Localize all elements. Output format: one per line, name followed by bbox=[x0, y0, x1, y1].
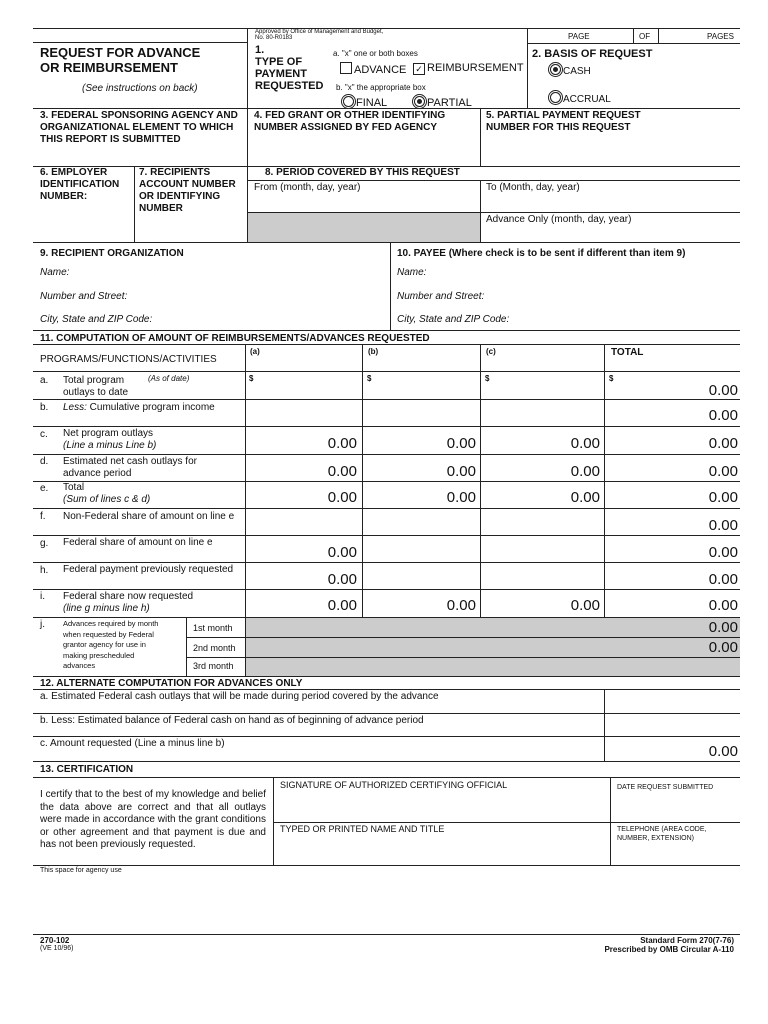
omb-approval-note bbox=[255, 29, 383, 41]
row-b-label bbox=[63, 402, 215, 414]
item2-title: 2. BASIS OF REQUEST bbox=[532, 48, 653, 60]
item8-title: 8. PERIOD COVERED BY THIS REQUEST bbox=[265, 167, 460, 178]
row-e-a[interactable]: 0.00 bbox=[327, 489, 357, 506]
item12-a-label: a. Estimated Federal cash outlays that will be made during period covered by the advance bbox=[40, 691, 439, 702]
row-a-line1: Total program bbox=[63, 375, 125, 386]
final-radio-group[interactable] bbox=[343, 96, 387, 109]
reimbursement-checkbox[interactable]: ✓ bbox=[413, 63, 425, 75]
programs-label: PROGRAMS/FUNCTIONS/ACTIVITIES bbox=[40, 354, 217, 365]
telephone-label-line2: NUMBER, EXTENSION) bbox=[617, 835, 695, 842]
row-c-b[interactable]: 0.00 bbox=[446, 435, 476, 452]
row-j-line5: advances bbox=[63, 661, 96, 670]
final-radio[interactable] bbox=[343, 96, 354, 107]
row-a-dollar-a: $ bbox=[249, 374, 254, 383]
row-e-letter: e. bbox=[40, 483, 49, 494]
item12-b-label: b. Less: Estimated balance of Federal cash on hand as of beginning of advance period bbox=[40, 715, 424, 726]
row-b-total[interactable]: 0.00 bbox=[708, 407, 738, 424]
cash-label: CASH bbox=[563, 66, 591, 77]
item3-line2: ORGANIZATIONAL ELEMENT TO WHICH bbox=[40, 122, 234, 133]
row-c-label bbox=[63, 428, 156, 452]
col-total-header: TOTAL bbox=[611, 347, 644, 358]
item6-line1: 6. EMPLOYER bbox=[40, 167, 108, 178]
item4-line2: NUMBER ASSIGNED BY FED AGENCY bbox=[254, 122, 437, 133]
row-c-total[interactable]: 0.00 bbox=[708, 435, 738, 452]
item3-line1: 3. FEDERAL SPONSORING AGENCY AND bbox=[40, 110, 238, 121]
cash-radio[interactable] bbox=[550, 64, 561, 75]
item1-b-instruction: b. "x" the appropriate box bbox=[336, 83, 426, 92]
recipient-street-label: Number and Street: bbox=[40, 291, 128, 302]
row-e-line1: Total bbox=[63, 482, 85, 493]
item7-line4: NUMBER bbox=[139, 203, 183, 214]
item9-title: 9. RECIPIENT ORGANIZATION bbox=[40, 248, 184, 259]
row-i-label bbox=[63, 591, 193, 615]
row-j-letter: j. bbox=[40, 619, 45, 630]
row-e-label bbox=[63, 482, 150, 506]
row-g-total[interactable]: 0.00 bbox=[708, 544, 738, 561]
telephone-label bbox=[617, 825, 706, 843]
item12-title: 12. ALTERNATE COMPUTATION FOR ADVANCES ONLY bbox=[40, 678, 303, 689]
item1-title bbox=[255, 44, 323, 92]
shaded-j-row3 bbox=[246, 658, 740, 676]
page-number-field[interactable] bbox=[600, 29, 632, 42]
item3-title bbox=[40, 110, 238, 146]
row-j-total2[interactable]: 0.00 bbox=[708, 639, 738, 656]
item1-number: 1. bbox=[255, 44, 265, 56]
row-f-label: Non-Federal share of amount on line e bbox=[63, 511, 235, 522]
footer-prescribed: Prescribed by OMB Circular A-110 bbox=[604, 945, 734, 954]
item11-title: 11. COMPUTATION OF AMOUNT OF REIMBURSEMENTS/ADVANCES REQUESTED bbox=[40, 333, 430, 344]
accrual-radio-group[interactable] bbox=[550, 92, 611, 106]
row-j-line4: making prescheduled bbox=[63, 650, 135, 660]
item4-title bbox=[254, 110, 445, 134]
item10-title: 10. PAYEE (Where check is to be sent if different than item 9) bbox=[397, 248, 686, 259]
pages-label: PAGES bbox=[707, 32, 734, 41]
date-submitted-label: DATE REQUEST SUBMITTED bbox=[617, 784, 714, 791]
final-label: FINAL bbox=[356, 97, 388, 109]
footer-code: 270-102 bbox=[40, 936, 70, 945]
row-i-c[interactable]: 0.00 bbox=[570, 597, 600, 614]
row-j-line1: Advances required by month bbox=[63, 619, 159, 628]
row-b-letter: b. bbox=[40, 402, 49, 413]
reimbursement-checkbox-group[interactable] bbox=[413, 62, 524, 75]
row-a-total[interactable]: 0.00 bbox=[708, 382, 738, 399]
col-c-header: (c) bbox=[486, 347, 496, 356]
item5-line1: 5. PARTIAL PAYMENT REQUEST bbox=[486, 110, 641, 121]
row-h-total[interactable]: 0.00 bbox=[708, 571, 738, 588]
row-i-letter: i. bbox=[40, 591, 45, 602]
item5-title bbox=[486, 110, 641, 134]
row-d-c[interactable]: 0.00 bbox=[570, 463, 600, 480]
item6-line2: IDENTIFICATION bbox=[40, 179, 120, 190]
row-c-c[interactable]: 0.00 bbox=[570, 435, 600, 452]
of-label: OF bbox=[639, 32, 651, 41]
item12-c-value[interactable]: 0.00 bbox=[708, 743, 738, 760]
row-i-total[interactable]: 0.00 bbox=[708, 597, 738, 614]
form-title bbox=[40, 45, 200, 75]
row-g-letter: g. bbox=[40, 538, 49, 549]
row-j-total1[interactable]: 0.00 bbox=[708, 619, 738, 636]
recipient-name-label: Name: bbox=[40, 267, 70, 278]
footer-version: (VE 10/96) bbox=[40, 945, 74, 952]
advance-only-label: Advance Only (month, day, year) bbox=[486, 214, 632, 225]
col-b-header: (b) bbox=[368, 347, 379, 356]
item6-line3: NUMBER: bbox=[40, 191, 88, 202]
item6-title bbox=[40, 167, 119, 203]
item1-title-line2: PAYMENT bbox=[255, 68, 307, 80]
certification-statement: I certify that to the best of my knowledge and belief the data above are correct and that all outlays were made in accordance with the grant conditions or other agreement and that payment is due and has not been previously requested. bbox=[40, 789, 266, 850]
row-d-label bbox=[63, 456, 197, 480]
row-d-total[interactable]: 0.00 bbox=[708, 463, 738, 480]
item7-title bbox=[139, 167, 236, 241]
row-e-c[interactable]: 0.00 bbox=[570, 489, 600, 506]
row-c-line1: Net program outlays bbox=[63, 428, 154, 439]
row-d-letter: d. bbox=[40, 456, 49, 467]
signature-field[interactable] bbox=[278, 792, 608, 820]
name-title-field[interactable] bbox=[278, 836, 608, 863]
item1-title-line1: TYPE OF bbox=[255, 56, 303, 68]
row-a-label bbox=[63, 375, 128, 399]
form-title-line1: REQUEST FOR ADVANCE bbox=[40, 45, 201, 60]
col-a-header: (a) bbox=[250, 347, 260, 356]
row-b-text: Cumulative program income bbox=[86, 402, 215, 413]
row-e-b[interactable]: 0.00 bbox=[446, 489, 476, 506]
row-a-dollar-c: $ bbox=[485, 374, 490, 383]
page-label: PAGE bbox=[568, 32, 590, 41]
item13-title: 13. CERTIFICATION bbox=[40, 764, 134, 775]
row-d-a[interactable]: 0.00 bbox=[327, 463, 357, 480]
row-d-line1: Estimated net cash outlays for bbox=[63, 456, 197, 467]
row-a-letter: a. bbox=[40, 375, 49, 386]
item7-line2: ACCOUNT NUMBER bbox=[139, 179, 236, 190]
accrual-label: ACCRUAL bbox=[563, 94, 611, 105]
period-to-label: To (Month, day, year) bbox=[486, 182, 580, 193]
row-h-letter: h. bbox=[40, 565, 49, 576]
row-e-line2: (Sum of lines c & d) bbox=[63, 494, 151, 505]
item5-line2: NUMBER FOR THIS REQUEST bbox=[486, 122, 631, 133]
row-g-a[interactable]: 0.00 bbox=[327, 544, 357, 561]
shaded-cell-period-gap bbox=[248, 213, 480, 242]
row-h-label: Federal payment previously requested bbox=[63, 564, 234, 575]
instructions-note: (See instructions on back) bbox=[82, 83, 198, 94]
row-i-a[interactable]: 0.00 bbox=[327, 597, 357, 614]
row-j-month2: 2nd month bbox=[193, 643, 236, 653]
item7-line1: 7. RECIPIENTS bbox=[139, 167, 211, 178]
accrual-radio[interactable] bbox=[550, 92, 561, 103]
row-b-prefix: Less: bbox=[63, 402, 87, 413]
row-j-line3: grantor agency for use in bbox=[63, 640, 146, 649]
row-j-month3: 3rd month bbox=[193, 661, 234, 671]
footer-form-name: Standard Form 270(7-76) bbox=[640, 936, 734, 945]
row-i-line1: Federal share now requested bbox=[63, 591, 194, 602]
signature-label: SIGNATURE OF AUTHORIZED CERTIFYING OFFICIAL bbox=[280, 780, 508, 790]
row-j-label bbox=[63, 619, 158, 672]
row-c-letter: c. bbox=[40, 429, 48, 440]
payee-name-label: Name: bbox=[397, 267, 427, 278]
partial-radio-group[interactable] bbox=[414, 96, 472, 109]
payee-street-label: Number and Street: bbox=[397, 291, 485, 302]
row-c-a[interactable]: 0.00 bbox=[327, 435, 357, 452]
advance-checkbox-group[interactable] bbox=[340, 62, 406, 76]
row-j-line2: when requested by Federal bbox=[63, 629, 154, 639]
row-e-total[interactable]: 0.00 bbox=[708, 489, 738, 506]
row-a-as-of: (As of date) bbox=[148, 374, 190, 383]
page-count-field[interactable] bbox=[660, 29, 704, 42]
row-f-letter: f. bbox=[40, 511, 46, 522]
payee-city-label: City, State and ZIP Code: bbox=[397, 314, 510, 325]
reimbursement-label: REIMBURSEMENT bbox=[427, 62, 524, 74]
partial-label: PARTIAL bbox=[427, 97, 472, 109]
item4-line1: 4. FED GRANT OR OTHER IDENTIFYING bbox=[254, 110, 446, 121]
row-i-b[interactable]: 0.00 bbox=[446, 597, 476, 614]
row-i-line2: (line g minus line h) bbox=[63, 603, 150, 614]
cash-radio-group[interactable] bbox=[550, 64, 591, 78]
name-title-label: TYPED OR PRINTED NAME AND TITLE bbox=[280, 824, 445, 834]
item1-a-instruction: a. "x" one or both boxes bbox=[333, 49, 418, 58]
advance-checkbox[interactable] bbox=[340, 62, 352, 74]
row-d-line2: advance period bbox=[63, 468, 132, 479]
omb-number: No. 80-R0183 bbox=[255, 35, 293, 41]
recipient-city-label: City, State and ZIP Code: bbox=[40, 314, 153, 325]
form-title-line2: OR REIMBURSEMENT bbox=[40, 60, 178, 75]
row-j-month1: 1st month bbox=[193, 623, 233, 633]
telephone-label-line1: TELEPHONE (AREA CODE, bbox=[617, 826, 707, 833]
item7-line3: OR IDENTIFYING bbox=[139, 191, 221, 202]
advance-label: ADVANCE bbox=[354, 64, 407, 76]
row-a-dollar-b: $ bbox=[367, 374, 372, 383]
row-a-line2: outlays to date bbox=[63, 387, 129, 398]
row-g-label: Federal share of amount on line e bbox=[63, 537, 213, 548]
row-f-total[interactable]: 0.00 bbox=[708, 517, 738, 534]
item12-c-label: c. Amount requested (Line a minus line b) bbox=[40, 738, 225, 749]
row-h-a[interactable]: 0.00 bbox=[327, 571, 357, 588]
omb-approval-text: Approved by Office of Management and Budget, bbox=[255, 29, 384, 35]
period-from-label: From (month, day, year) bbox=[254, 182, 361, 193]
item1-title-line3: REQUESTED bbox=[255, 80, 324, 92]
partial-radio[interactable] bbox=[414, 96, 425, 107]
row-a-dollar-total: $ bbox=[609, 374, 614, 383]
row-c-line2: (Line a minus Line b) bbox=[63, 440, 157, 451]
item3-line3: THIS REPORT IS SUBMITTED bbox=[40, 134, 181, 145]
row-d-b[interactable]: 0.00 bbox=[446, 463, 476, 480]
agency-use-label: This space for agency use bbox=[40, 867, 122, 874]
